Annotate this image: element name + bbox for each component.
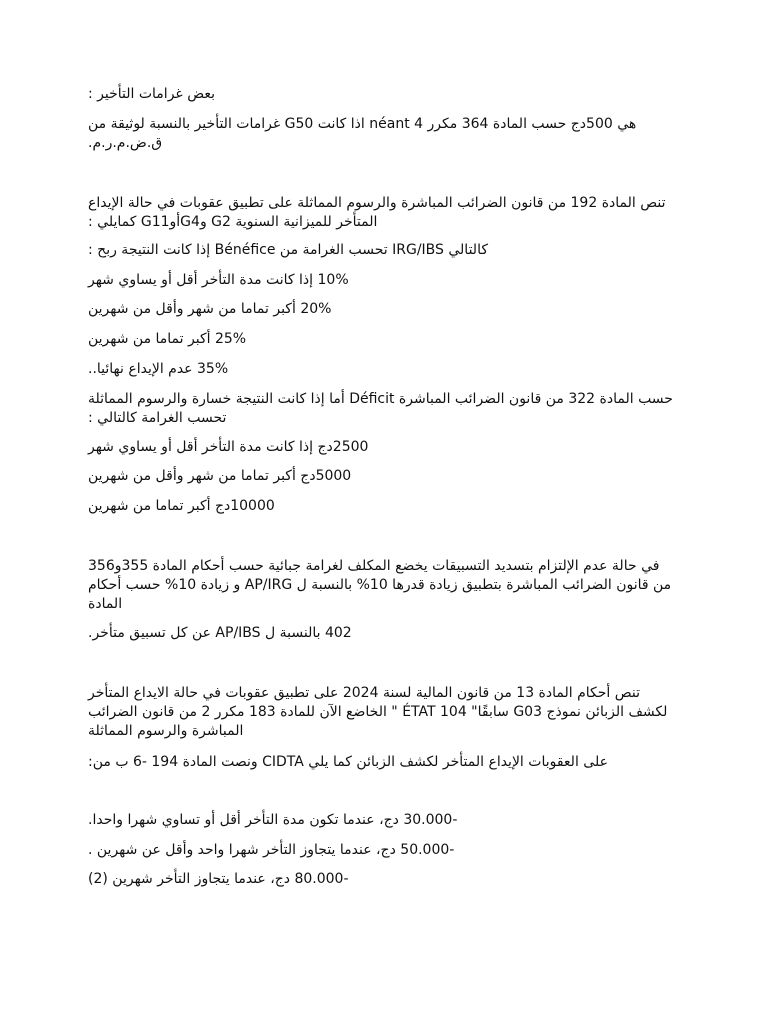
fine-30000: -30.000 دج، عندما تكون مدة التأخر أقل أو تساوي شهرا واحدا.	[88, 812, 458, 828]
fine-80000: -80.000 دج، عندما يتجاوز التأخر شهرين (2)	[88, 871, 349, 887]
amount-10000: 10000دج أكبر تماما من شهرين	[88, 498, 275, 514]
fine-50000: -50.000 دج، عندما يتجاوز التأخر شهرا واحد وأقل عن شهرين .	[88, 842, 455, 858]
paragraph-article-192: تنص المادة 192 من قانون الضرائب المباشرة والرسوم المماثلة على تطبيق عقوبات في حالة الإيداع المتأخر للميزانية السنوية G2 وG4أوG11 كمايلي :	[88, 195, 666, 230]
rate-10-percent: 10% إذا كانت مدة التأخر أقل أو يساوي شهر	[88, 272, 349, 288]
amount-5000: 5000دج أكبر تماما من شهر وأقل من شهرين	[88, 468, 352, 484]
paragraph-article-194: على العقوبات الإيداع المتأخر لكشف الزبائن كما يلي CIDTA ونصت المادة 194 -6 ب من:	[88, 754, 608, 770]
paragraph-article-402: 402 بالنسبة ل AP/IBS عن كل تسبيق متأخر.	[88, 625, 352, 641]
paragraph-finance-law-2024: تنص أحكام المادة 13 من قانون المالية لسنة 2024 على تطبيق عقوبات في حالة الايداع المتأخر لكشف الزبائن نموذج G03 سابقًا" ÉTAT 104 " الخاضع الآن للمادة 183 مكرر 2 من قانون الضرائب المباشرة والرسوم المماثلة	[88, 685, 668, 739]
rate-25-percent: 25% أكبر تماما من شهرين	[88, 331, 247, 347]
amount-2500: 2500دج إذا كانت مدة التأخر أقل أو يساوي شهر	[88, 439, 369, 455]
rate-20-percent: 20% أكبر تماما من شهر وأقل من شهرين	[88, 301, 332, 317]
heading-late-penalties: بعض غرامات التأخير :	[88, 86, 215, 102]
paragraph-deficit-rule: حسب المادة 322 من قانون الضرائب المباشرة Déficit أما إذا كانت النتيجة خسارة والرسوم المماثلة تحسب الغرامة كالتالي :	[88, 391, 673, 426]
paragraph-advance-payments: في حالة عدم الإلتزام بتسديد التسبيقات يخضع المكلف لغرامة جبائية حسب أحكام المادة 355و356 من قانون الضرائب المباشرة بتطبيق زيادة قدرها 10% بالنسبة ل AP/IRG و زيادة 10% حسب أحكام المادة	[88, 558, 672, 612]
rate-35-percent: 35% عدم الإيداع نهائيا..	[88, 361, 229, 377]
paragraph-benefice-rule: كالتالي IRG/IBS تحسب الغرامة من Bénéfice إذا كانت النتيجة ربح :	[88, 242, 488, 258]
paragraph-g50-penalty: هي 500دج حسب المادة 364 مكرر 4 néant اذا كانت G50 غرامات التأخير بالنسبة لوثيقة من ق.ض.م.ر.م.	[88, 116, 637, 151]
